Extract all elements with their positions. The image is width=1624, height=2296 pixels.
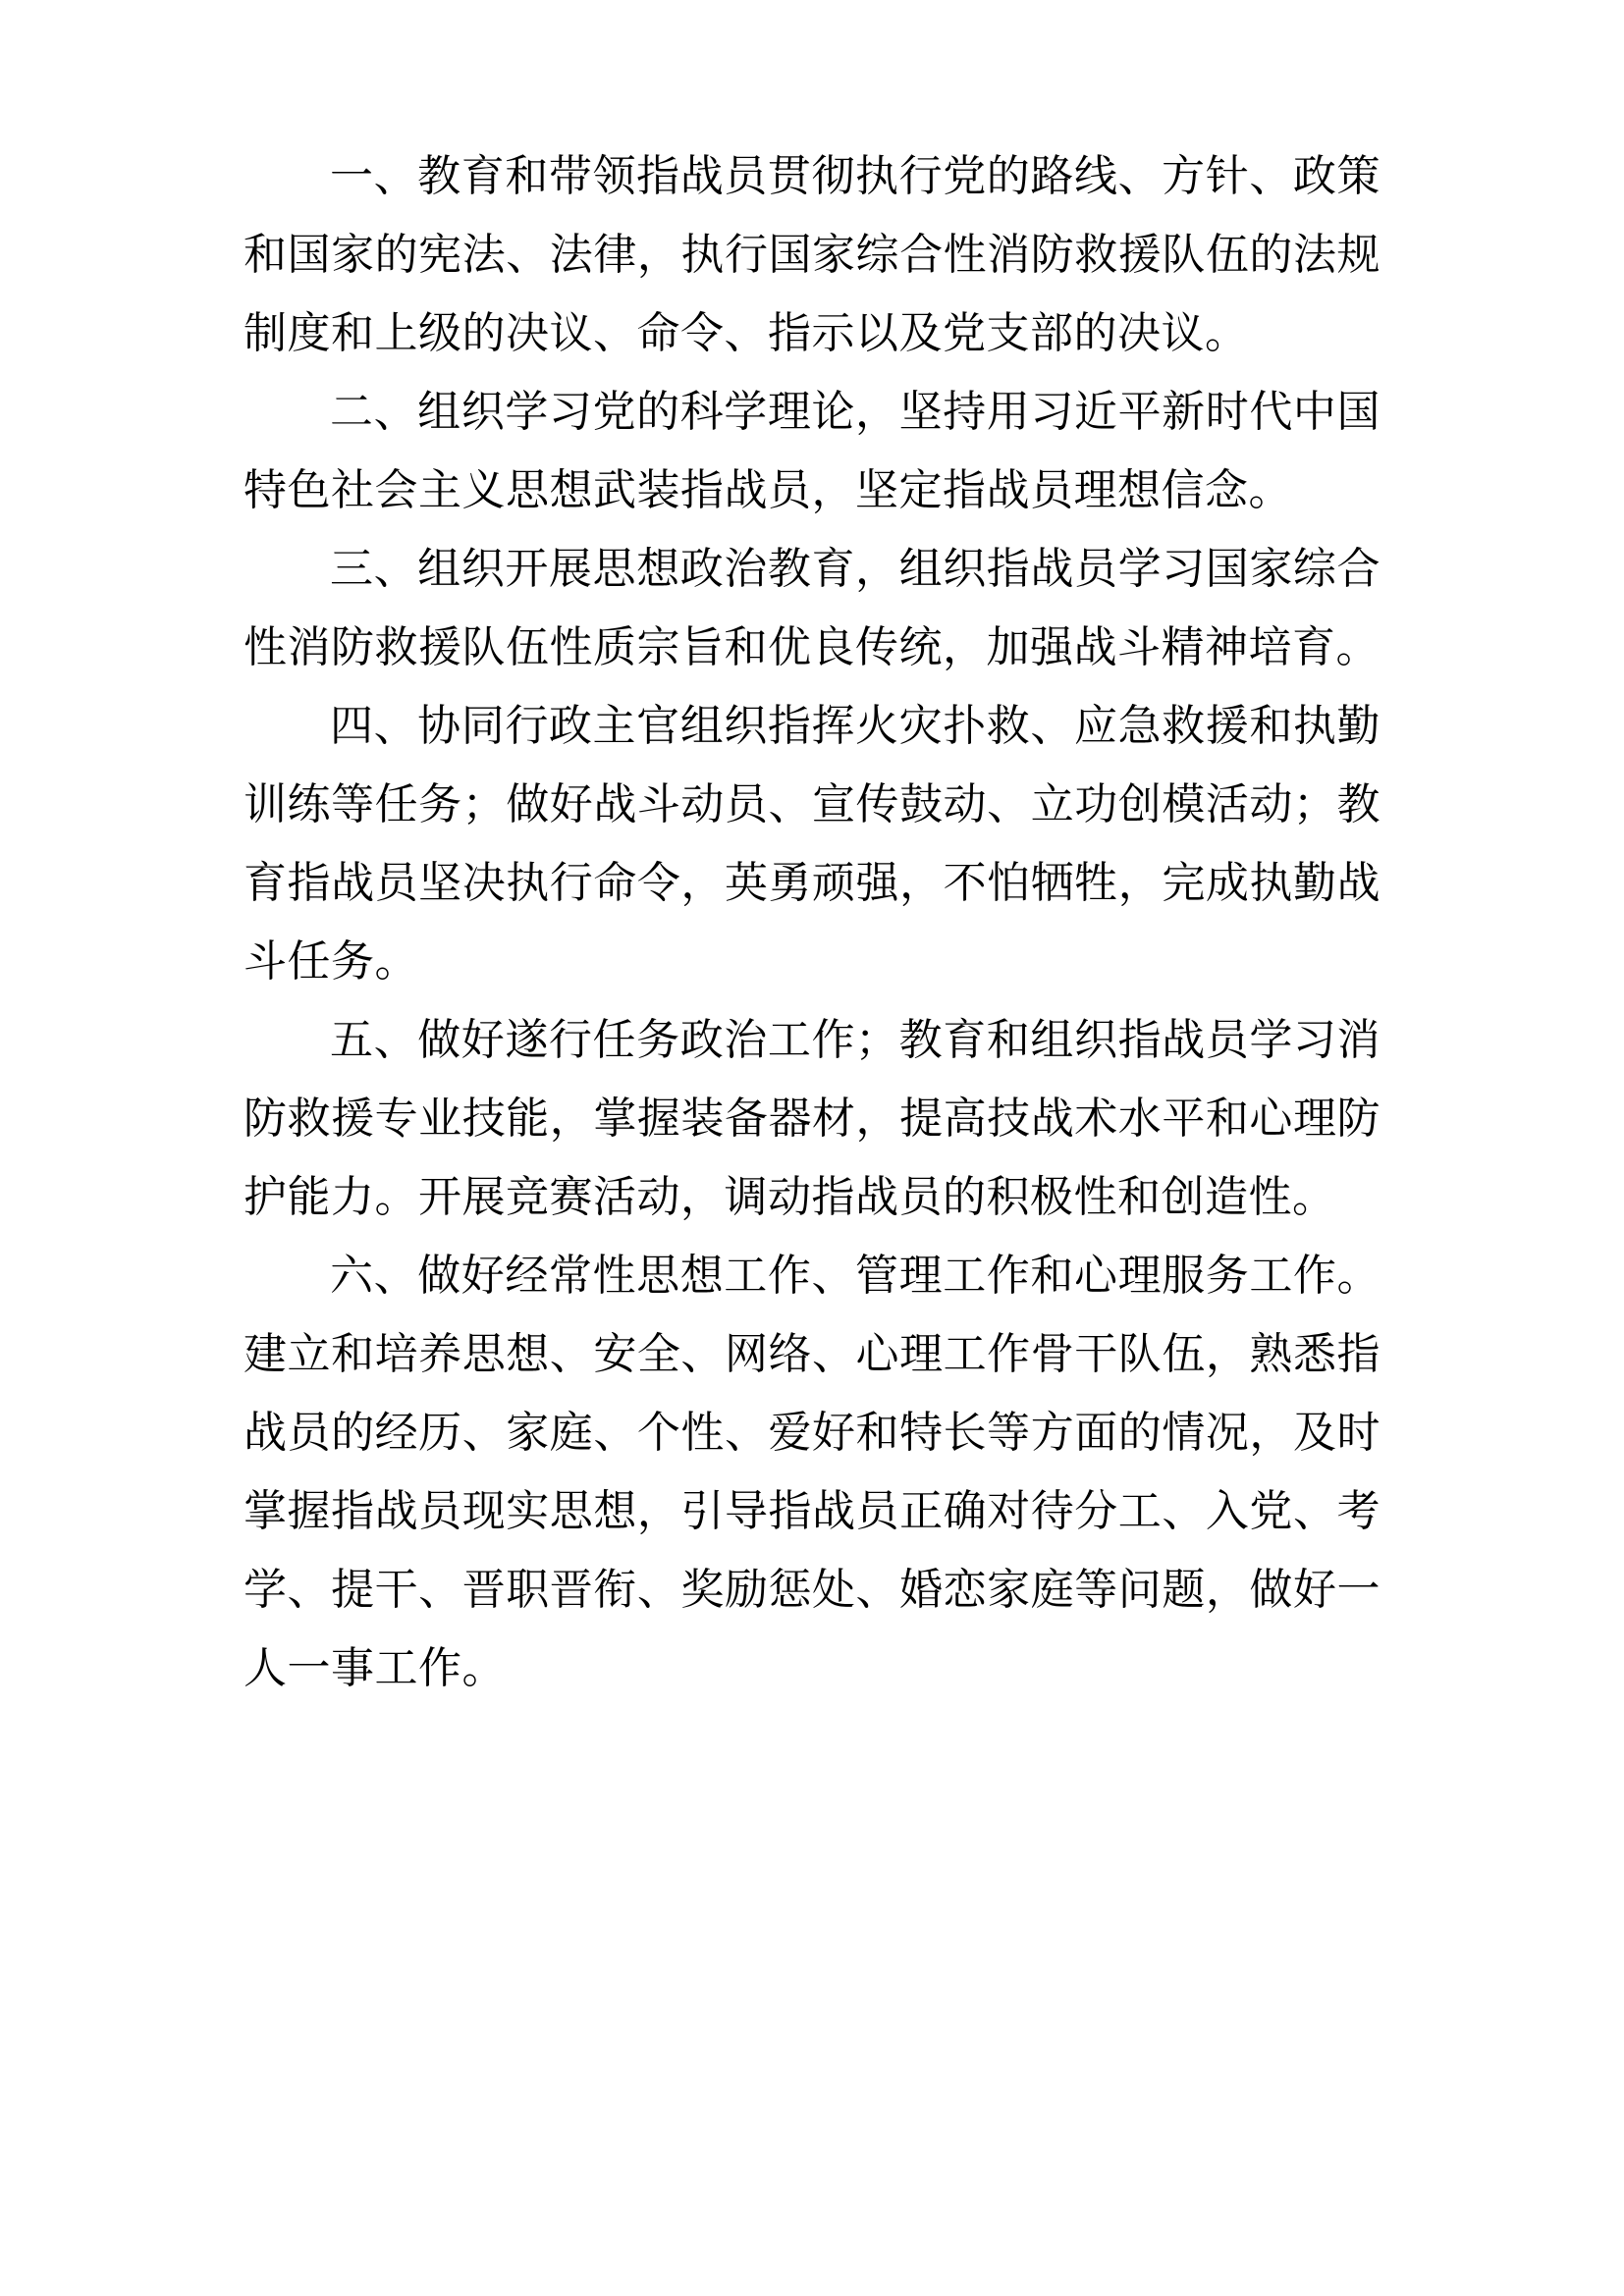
paragraph-5: 五、做好遂行任务政治工作；教育和组织指战员学习消防救援专业技能，掌握装备器材，提高技战术水平和心理防护能力。开展竞赛活动，调动指战员的积极性和创造性。 xyxy=(244,1016,1380,1221)
paragraph-4: 四、协同行政主官组织指挥火灾扑救、应急救援和执勤训练等任务；做好战斗动员、宣传鼓动、立功创模活动；教育指战员坚决执行命令，英勇顽强，不怕牺牲，完成执勤战斗任务。 xyxy=(244,702,1380,986)
document-body xyxy=(244,137,1380,1708)
paragraph-1: 一、教育和带领指战员贯彻执行党的路线、方针、政策和国家的宪法、法律，执行国家综合性消防救援队伍的法规制度和上级的决议、命令、指示以及党支部的决议。 xyxy=(244,152,1380,357)
paragraph-6: 六、做好经常性思想工作、管理工作和心理服务工作。建立和培养思想、安全、网络、心理工作骨干队伍，熟悉指战员的经历、家庭、个性、爱好和特长等方面的情况，及时掌握指战员现实思想，引导指战员正确对待分工、入党、考学、提干、晋职晋衔、奖励惩处、婚恋家庭等问题，做好一人一事工作。 xyxy=(244,1252,1380,1692)
paragraph-3: 三、组织开展思想政治教育，组织指战员学习国家综合性消防救援队伍性质宗旨和优良传统，加强战斗精神培育。 xyxy=(244,545,1380,671)
paragraph-2: 二、组织学习党的科学理论，坚持用习近平新时代中国特色社会主义思想武装指战员，坚定指战员理想信念。 xyxy=(244,388,1380,514)
